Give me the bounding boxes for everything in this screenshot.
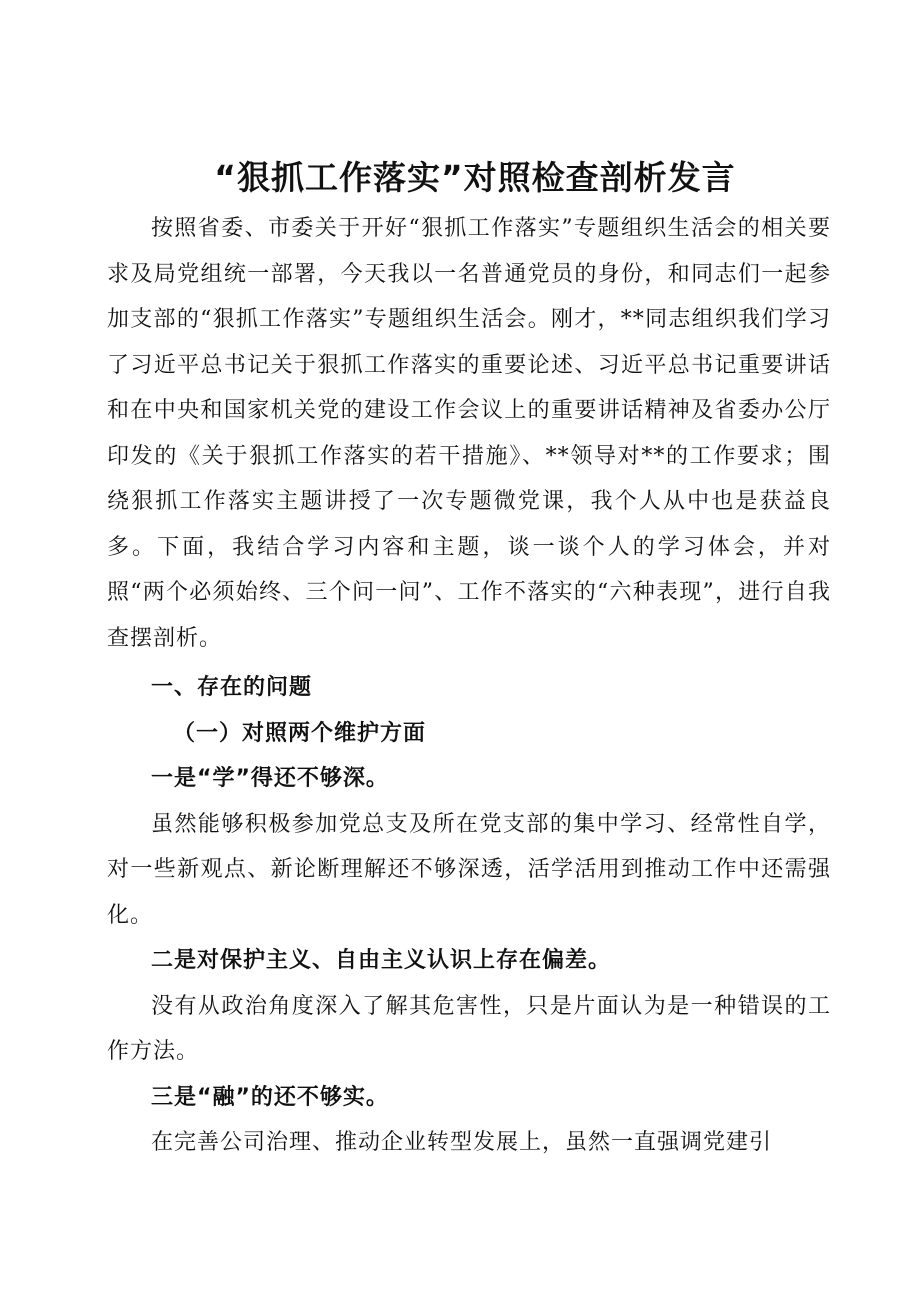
point1-heading: 一是“学”得还不够深。 xyxy=(151,766,389,791)
point1-paragraph: 虽然能够积极参加党总支及所在党支部的集中学习、经常性自学，对一些新观点、新论断理解还不够深透，活学活用到推动工作中还需强化。 xyxy=(107,811,831,928)
point2-paragraph: 没有从政治角度深入了解其危害性，只是片面认为是一种错误的工作方法。 xyxy=(107,993,831,1064)
document-body xyxy=(107,206,831,1166)
point3-paragraph: 在完善公司治理、推动企业转型发展上，虽然一直强调党建引 xyxy=(151,1130,773,1155)
point2-heading: 二是对保护主义、自由主义认识上存在偏差。 xyxy=(151,948,612,973)
section-heading: 一、存在的问题 xyxy=(151,675,313,700)
intro-paragraph: 按照省委、市委关于开好“狠抓工作落实”专题组织生活会的相关要求及局党组统一部署，今天我以一名普通党员的身份，和同志们一起参加支部的“狠抓工作落实”专题组织生活会。刚才，**同志组织我们学习了习近平总书记关于狠抓工作落实的重要论述、习近平总书记重要讲话和在中央和国家机关党的建设工作会议上的重要讲话精神及省委办公厅印发的《关于狠抓工作落实的若干措施》、**领导对**的工作要求；围绕狠抓工作落实主题讲授了一次专题微党课，我个人从中也是获益良多。下面，我结合学习内容和主题，谈一谈个人的学习体会，并对照“两个必须始终、三个问一问”、工作不落实的“六种表现”，进行自我查摆剖析。 xyxy=(107,216,831,651)
point3-heading: 三是“融”的还不够实。 xyxy=(151,1084,389,1110)
subsection-heading: （一）对照两个维护方面 xyxy=(173,720,427,746)
document-title: “狠抓工作落实”对照检查剖析发言 xyxy=(214,158,736,197)
